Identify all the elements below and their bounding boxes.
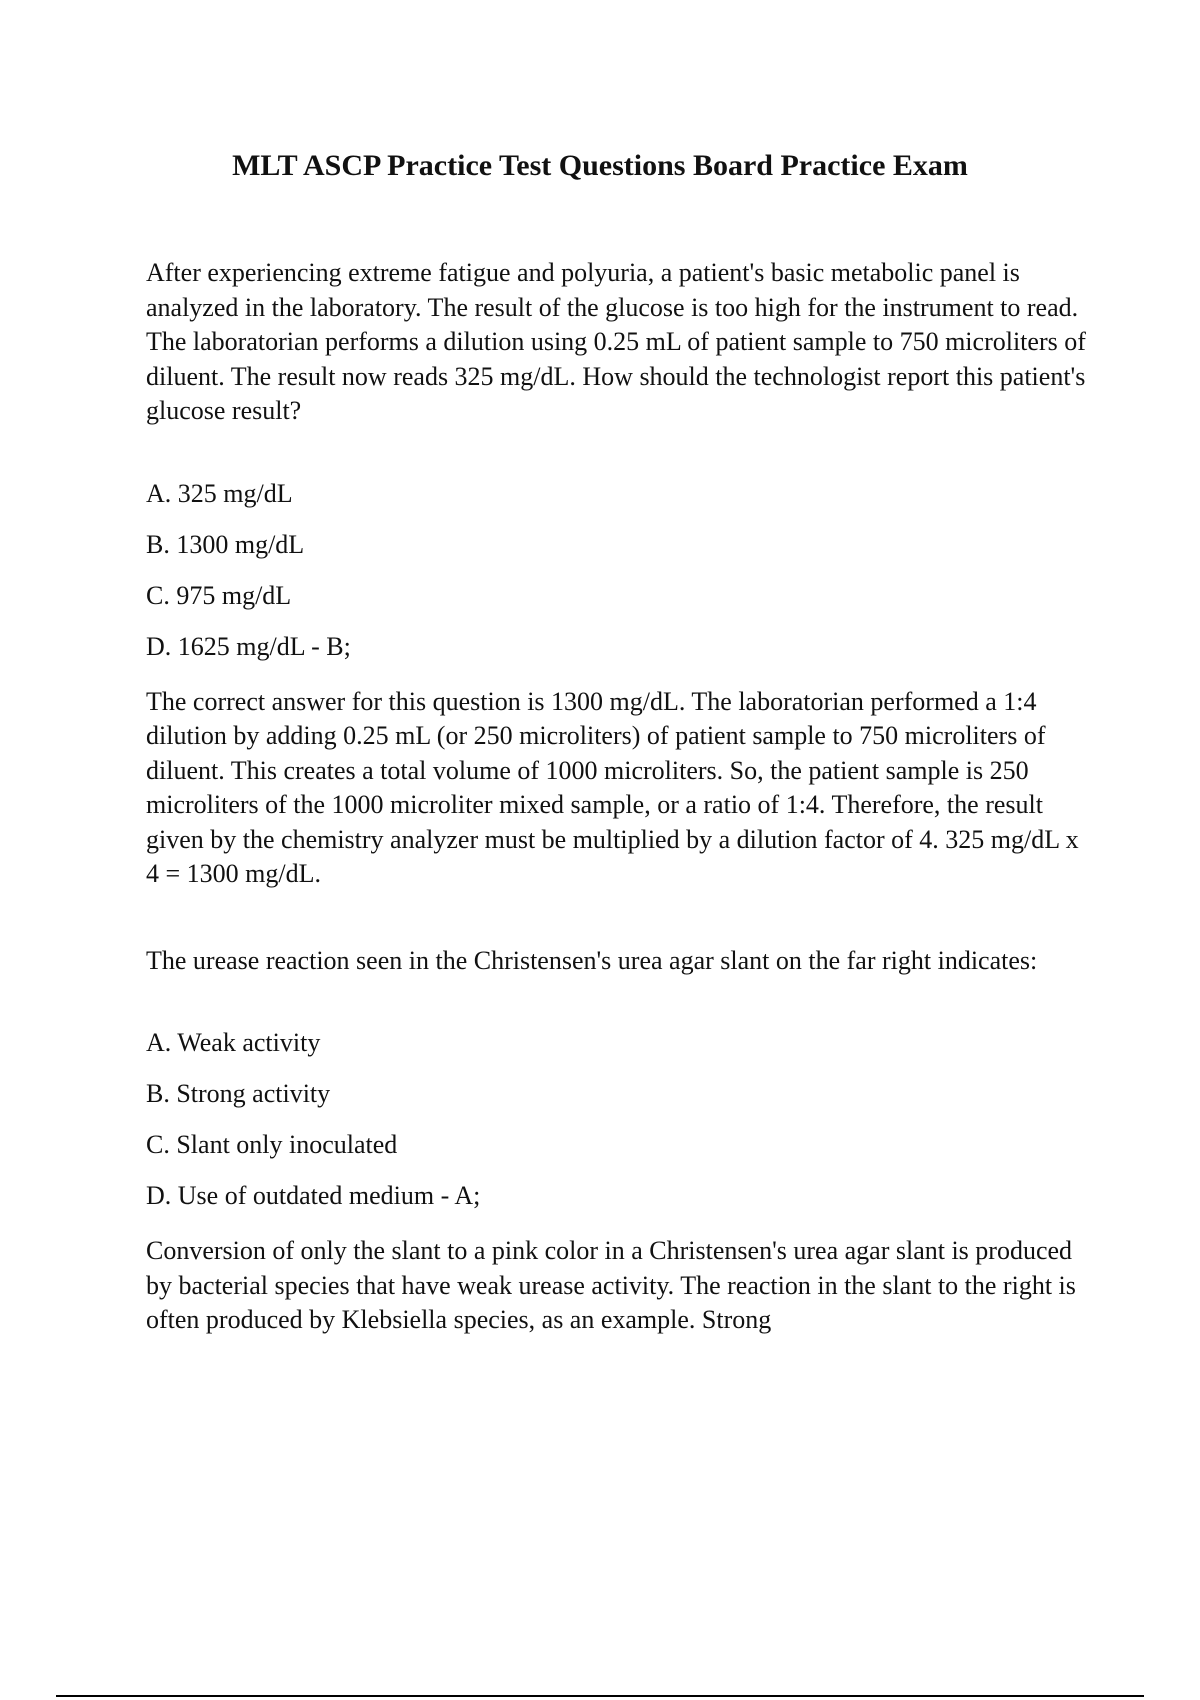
question-1-option-b: B. 1300 mg/dL xyxy=(146,529,305,559)
footer-divider xyxy=(56,1695,1144,1697)
question-1-option-a: A. 325 mg/dL xyxy=(146,478,293,508)
question-1-option-c: C. 975 mg/dL xyxy=(146,580,292,610)
document-body xyxy=(146,256,1096,1338)
question-1-option-d: D. 1625 mg/dL - B; xyxy=(146,631,351,661)
question-2-stem: The urease reaction seen in the Christensen's urea agar slant on the far right indicates: xyxy=(146,945,1038,975)
question-2-explanation: Conversion of only the slant to a pink color in a Christensen's urea agar slant is produced by bacterial species that have weak urease activity. The reaction in the slant to the right is often produced by Klebsiella species, as an example. Strong xyxy=(146,1236,1076,1334)
question-1-stem: After experiencing extreme fatigue and polyuria, a patient's basic metabolic panel is analyzed in the laboratory. The result of the glucose is too high for the instrument to read. The laboratorian performs a dilution using 0.25 mL of patient sample to 750 microliters of diluent. The result now reads 325 mg/dL. How should the technologist report this patient's glucose result? xyxy=(146,258,1086,425)
question-2-option-d: D. Use of outdated medium - A; xyxy=(146,1181,481,1210)
question-1-options xyxy=(146,477,1096,681)
question-2-option-c: C. Slant only inoculated xyxy=(146,1130,398,1159)
question-2-option-b: B. Strong activity xyxy=(146,1079,331,1108)
page-title: MLT ASCP Practice Test Questions Board Practice Exam xyxy=(232,149,968,182)
question-1-explanation: The correct answer for this question is 1300 mg/dL. The laboratorian performed a 1:4 dilution by adding 0.25 mL (or 250 microliters) of patient sample to 750 microliters of diluent. This creates a total volume of 1000 microliters. So, the patient sample is 250 microliters of the 1000 microliter mixed sample, or a ratio of 1:4. Therefore, the result given by the chemistry analyzer must be multiplied by a dilution factor of 4. 325 mg/dL x 4 = 1300 mg/dL. xyxy=(146,686,1079,888)
question-2-option-a: A. Weak activity xyxy=(146,1028,321,1057)
question-2-options xyxy=(146,1026,1096,1230)
